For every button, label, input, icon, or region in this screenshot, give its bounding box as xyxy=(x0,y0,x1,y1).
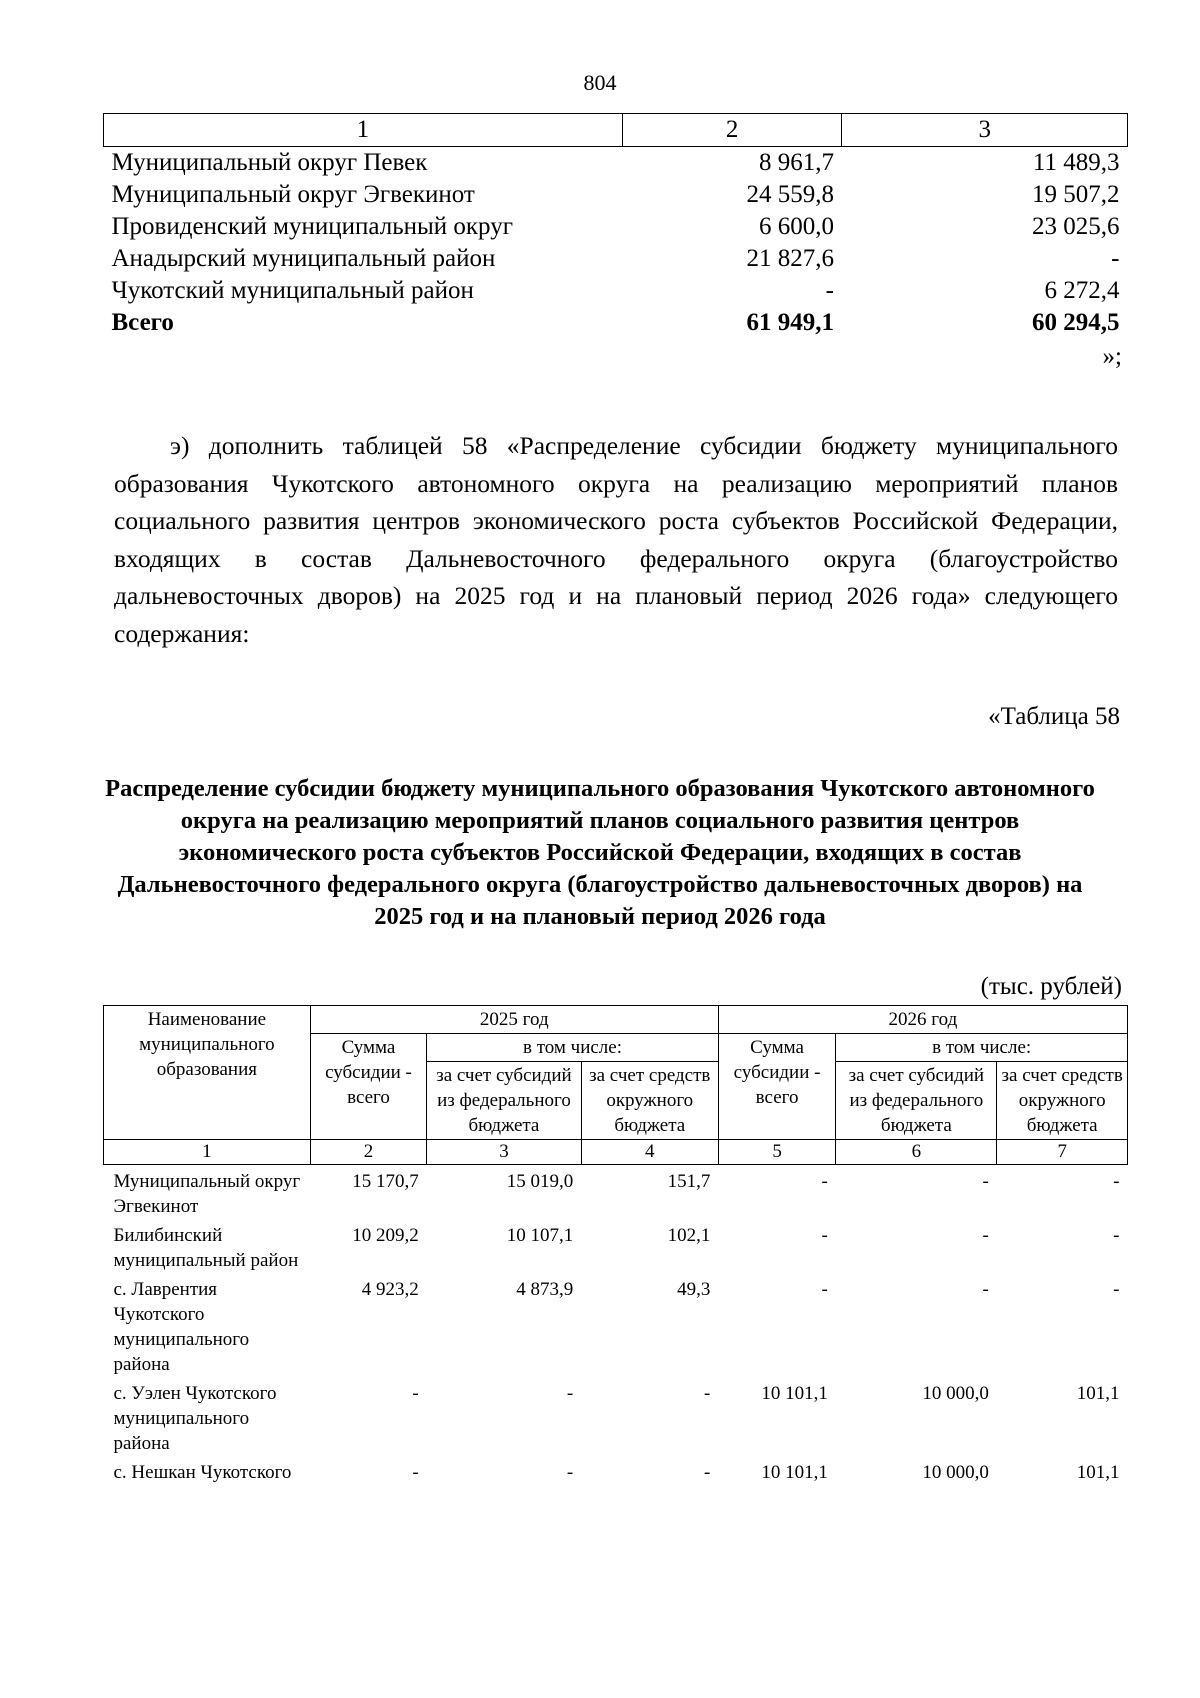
total-label: Всего xyxy=(111,309,174,336)
header-federal-2026: за счет субсидий из федерального бюджета xyxy=(836,1062,997,1140)
table-row xyxy=(104,243,1128,275)
cell-2026-regional: - xyxy=(1113,1171,1120,1192)
table-row xyxy=(104,211,1128,243)
table-row xyxy=(104,1219,1128,1273)
units-label: (тыс. рублей) xyxy=(980,973,1122,1000)
row-name: Провиденский муниципальный округ xyxy=(111,213,513,240)
cell-2025-federal: - xyxy=(566,1383,574,1404)
header-regional-2026: за счет средств окружного бюджета xyxy=(997,1062,1128,1140)
cell-2025-federal: 10 107,1 xyxy=(506,1225,574,1246)
header-including-2026: в том числе: xyxy=(836,1034,1128,1062)
municipality-name: с. Лаврентия Чукотского муниципального района xyxy=(113,1279,250,1375)
cell-2026-total: 10 101,1 xyxy=(761,1462,828,1483)
cell-2025-federal: 4 873,9 xyxy=(516,1279,574,1300)
column-number: 7 xyxy=(997,1140,1128,1165)
cell-2026-federal: 10 000,0 xyxy=(922,1462,989,1483)
cell-2025-total: 4 923,2 xyxy=(361,1279,419,1300)
column-number: 1 xyxy=(104,1140,311,1165)
cell-2025-regional: 151,7 xyxy=(667,1171,711,1192)
cell-2026-regional: - xyxy=(1113,1225,1120,1246)
row-name: Чукотский муниципальный район xyxy=(111,277,474,304)
total-2026: 60 294,5 xyxy=(1032,309,1120,336)
row-name: Муниципальный округ Эгвекинот xyxy=(111,181,475,208)
header-including-2025: в том числе: xyxy=(427,1034,719,1062)
column-number-row xyxy=(104,1140,1128,1165)
table-row xyxy=(104,1456,1128,1485)
cell-2026-total: - xyxy=(821,1171,828,1192)
cell-2026-federal: - xyxy=(982,1171,989,1192)
header-sum-total-2025: Сумма субсидии - всего xyxy=(310,1034,426,1140)
value-2025: 24 559,8 xyxy=(746,181,834,208)
column-header: 3 xyxy=(842,114,1128,147)
table-row xyxy=(104,1165,1128,1220)
column-number: 5 xyxy=(718,1140,836,1165)
row-name: Муниципальный округ Певек xyxy=(111,149,428,176)
header-federal-2025: за счет субсидий из федерального бюджета xyxy=(427,1062,582,1140)
cell-2026-total: 10 101,1 xyxy=(761,1383,828,1404)
cell-2025-federal: 15 019,0 xyxy=(506,1171,574,1192)
table-label: «Таблица 58 xyxy=(988,703,1120,730)
cell-2025-total: - xyxy=(412,1462,419,1483)
header-sum-total-2026: Сумма субсидии - всего xyxy=(718,1034,836,1140)
column-number: 3 xyxy=(427,1140,582,1165)
value-2025: 21 827,6 xyxy=(746,245,834,272)
cell-2026-regional: 101,1 xyxy=(1076,1462,1120,1483)
table-row xyxy=(104,179,1128,211)
table-title: Распределение субсидии бюджету муниципального образования Чукотского автономного округа на реализацию мероприятий планов социального развития центров экономического роста субъектов Российской Федерации, входящих в состав Дальневосточного федерального округа (благоустройство дальневосточных дворов) на 2025 год и на плановый период 2026 года xyxy=(105,775,1095,930)
cell-2025-regional: 102,1 xyxy=(667,1225,711,1246)
cell-2025-total: 10 209,2 xyxy=(352,1225,419,1246)
municipality-name: с. Уэлен Чукотского муниципального района xyxy=(113,1383,277,1454)
value-2026: - xyxy=(1111,245,1120,272)
total-row xyxy=(104,307,1128,339)
column-number: 6 xyxy=(836,1140,997,1165)
value-2026: 11 489,3 xyxy=(1032,149,1120,176)
cell-2026-regional: - xyxy=(1113,1279,1120,1300)
value-2026: 6 272,4 xyxy=(1044,277,1120,304)
municipality-name: Билибинский муниципальный район xyxy=(113,1225,299,1271)
row-name: Анадырский муниципальный район xyxy=(111,245,496,272)
cell-2025-regional: - xyxy=(703,1383,711,1404)
cell-2026-federal: - xyxy=(982,1279,989,1300)
value-2025: 6 600,0 xyxy=(758,213,834,240)
municipality-name: Муниципальный округ Эгвекинот xyxy=(113,1171,301,1217)
cell-2025-total: - xyxy=(412,1383,419,1404)
column-header: 1 xyxy=(104,114,623,147)
table-row xyxy=(104,1273,1128,1377)
cell-2025-regional: - xyxy=(703,1462,711,1483)
subsidy-table xyxy=(103,1005,1128,1485)
header-regional-2025: за счет средств окружного бюджета xyxy=(581,1062,718,1140)
header-year-2025: 2025 год xyxy=(310,1006,718,1034)
cell-2025-federal: - xyxy=(566,1462,574,1483)
continuation-table xyxy=(103,113,1128,339)
cell-2026-federal: - xyxy=(982,1225,989,1246)
cell-2026-regional: 101,1 xyxy=(1076,1383,1120,1404)
table-row xyxy=(104,147,1128,180)
column-header: 2 xyxy=(622,114,842,147)
cell-2026-total: - xyxy=(821,1225,828,1246)
value-2025: - xyxy=(825,277,834,304)
value-2026: 19 507,2 xyxy=(1032,181,1120,208)
municipality-name: с. Нешкан Чукотского xyxy=(113,1462,292,1483)
closing-quote: »; xyxy=(1102,343,1122,370)
table-row xyxy=(104,1377,1128,1456)
amendment-paragraph: э) дополнить таблицей 58 «Распределение субсидии бюджету муниципального образования Чукотского автономного округа на реализацию мероприятий планов социального развития центров экономического роста субъектов Российской Федерации, входящих в состав Дальневосточного федерального округа (благоустройство дальневосточных дворов) на 2025 год и на плановый период 2026 года» следующего содержания: xyxy=(114,431,1118,648)
total-2025: 61 949,1 xyxy=(746,309,834,336)
value-2026: 23 025,6 xyxy=(1032,213,1120,240)
cell-2026-total: - xyxy=(821,1279,828,1300)
table-row xyxy=(104,275,1128,307)
header-name-column: Наименование муниципального образования xyxy=(104,1006,311,1140)
value-2025: 8 961,7 xyxy=(758,149,834,176)
cell-2026-federal: 10 000,0 xyxy=(922,1383,989,1404)
column-number: 2 xyxy=(310,1140,426,1165)
header-row-years xyxy=(104,1006,1128,1034)
header-year-2026: 2026 год xyxy=(718,1006,1127,1034)
cell-2025-total: 15 170,7 xyxy=(352,1171,419,1192)
page-number: 804 xyxy=(583,70,617,95)
cell-2025-regional: 49,3 xyxy=(677,1279,711,1300)
column-number: 4 xyxy=(581,1140,718,1165)
continuation-header-row xyxy=(104,114,1128,147)
